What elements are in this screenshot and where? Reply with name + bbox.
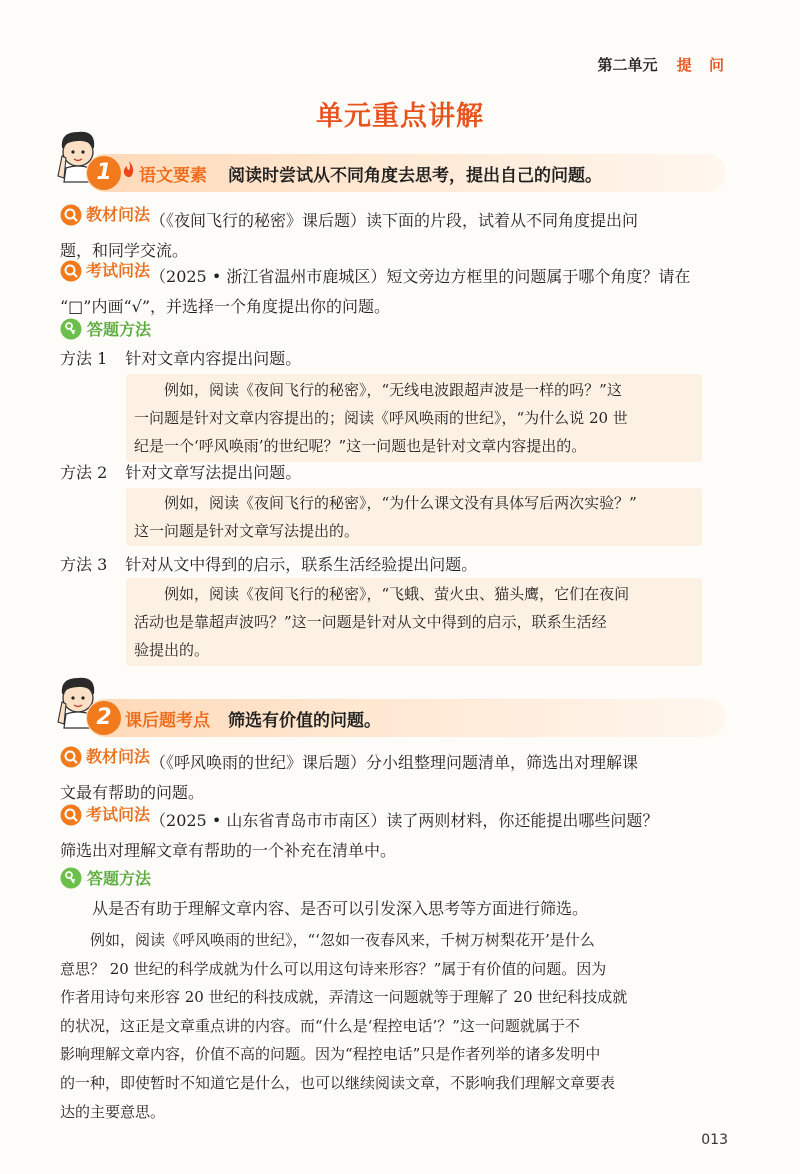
method-3-name: 方法 3 [60,555,108,574]
method-3-example-line: 验提出的。 [134,641,210,659]
method-1-example-box [126,374,702,462]
section-1-label: 语文要素 [139,166,207,186]
exam-text-line2: “□”内画“√”，并选择一个角度提出你的问题。 [60,297,391,316]
textbook-text-line1: （《呼风唤雨的世纪》课后题）分小组整理问题清单，筛选出对理解课 [150,753,639,772]
method-2-text: 针对文章写法提出问题。 [125,463,302,482]
method-1-example-line: 一问题是针对文章内容提出的；阅读《呼风唤雨的世纪》，“为什么说 20 世 [134,409,628,427]
method-3-example-box [126,578,702,666]
textbook-text-line1: （《夜间飞行的秘密》课后题）读下面的片段，试着从不同角度提出问 [150,211,639,230]
method-2-title [60,460,301,483]
section-2-text: 筛选有价值的问题。 [228,711,381,731]
exam-text-line1: （2025 • 浙江省温州市鹿城区）短文旁边方框里的问题属于哪个角度？请在 [150,267,691,286]
section-2-label: 课后题考点 [125,711,210,731]
page-title: 单元重点讲解 [316,101,484,132]
textbook-text-line2: 题，和同学交流。 [60,241,189,260]
page-number: 013 [701,1132,728,1148]
magnifier-icon [60,204,82,226]
section-2-example-line: 例如，阅读《呼风唤雨的世纪》，“‘忽如一夜春风来，千树万树梨花开’是什么 [90,931,595,949]
exam-tag [60,800,150,830]
section-2-example-line: 的一种，即使暂时不知道它是什么，也可以继续阅读文章，不影响我们理解文章要表 [60,1073,616,1092]
running-header [598,54,730,75]
method-2-name: 方法 2 [60,463,108,482]
magnifier-icon [60,804,82,826]
section-1-answer-tag [60,317,151,340]
section-2-example-line: 影响理解文章内容，价值不高的问题。因为“程控电话”只是作者列举的诸多发明中 [60,1045,601,1064]
section-1-exam-question [60,256,740,322]
section-2-example-line: 作者用诗句来形容 20 世纪的科技成就，弄清这一问题就等于理解了 20 世纪科技成就 [60,988,628,1007]
textbook-tag [60,200,150,230]
key-icon [60,867,82,889]
topic-label: 提 问 [676,56,730,74]
section-2-number: 2 [87,701,121,735]
section-2-textbook-question [60,742,740,808]
textbook-tag-label: 教材问法 [86,205,151,224]
section-2-example [60,926,744,1126]
exam-text-line2: 筛选出对理解文章有帮助的一个补充在清单中。 [60,841,397,860]
exam-tag-label: 考试问法 [86,805,151,824]
exam-text-line1: （2025 • 山东省青岛市市南区）读了两则材料，你还能提出哪些问题？ [150,811,659,830]
section-2-example-line: 意思？ 20 世纪的科学成就为什么可以用这句诗来形容？”属于有价值的问题。因为 [60,959,607,978]
exam-tag [60,256,150,286]
section-2-exam-question [60,800,740,866]
answer-tag-label: 答题方法 [87,320,152,339]
section-1-text: 阅读时尝试从不同角度去思考，提出自己的问题。 [228,166,602,186]
method-1-text: 针对文章内容提出问题。 [125,349,302,368]
method-1-example-line: 例如，阅读《夜间飞行的秘密》，“无线电波跟超声波是一样的吗？”这 [164,381,622,399]
flame-icon [122,160,136,182]
section-2-example-line: 的状况，这正是文章重点讲的内容。而“什么是‘程控电话’？”这一问题就属于不 [60,1016,580,1035]
textbook-tag-label: 教材问法 [86,747,151,766]
answer-tag-label: 答题方法 [87,869,152,888]
method-1-name: 方法 1 [60,349,108,368]
section-2-example-line: 达的主要意思。 [60,1102,166,1121]
method-3-example-line: 活动也是靠超声波吗？”这一问题是针对从文中得到的启示，联系生活经 [134,613,607,631]
method-1-example-line: 纪是一个‘呼风唤雨’的世纪呢？”这一问题也是针对文章内容提出的。 [134,437,587,455]
magnifier-icon [60,746,82,768]
method-3-text: 针对从文中得到的启示，联系生活经验提出问题。 [125,555,478,574]
section-1-number: 1 [87,156,121,190]
method-2-example-line: 例如，阅读《夜间飞行的秘密》，“为什么课文没有具体写后两次实验？” [164,494,637,512]
method-3-title [60,552,477,575]
key-icon [60,318,82,340]
section-2-method-line: 从是否有助于理解文章内容、是否可以引发深入思考等方面进行筛选。 [92,899,589,918]
method-2-example-line: 这一问题是针对文章写法提出的。 [134,522,360,540]
chapter-label: 第二单元 [597,56,658,74]
textbook-tag [60,742,150,772]
exam-tag-label: 考试问法 [86,261,151,280]
magnifier-icon [60,260,82,282]
section-2-answer-tag [60,866,151,889]
method-2-example-box [126,488,702,546]
textbook-text-line2: 文最有帮助的问题。 [60,783,205,802]
method-1-title [60,346,301,369]
method-3-example-line: 例如，阅读《夜间飞行的秘密》，“飞蛾、萤火虫、猫头鹰，它们在夜间 [164,585,630,603]
